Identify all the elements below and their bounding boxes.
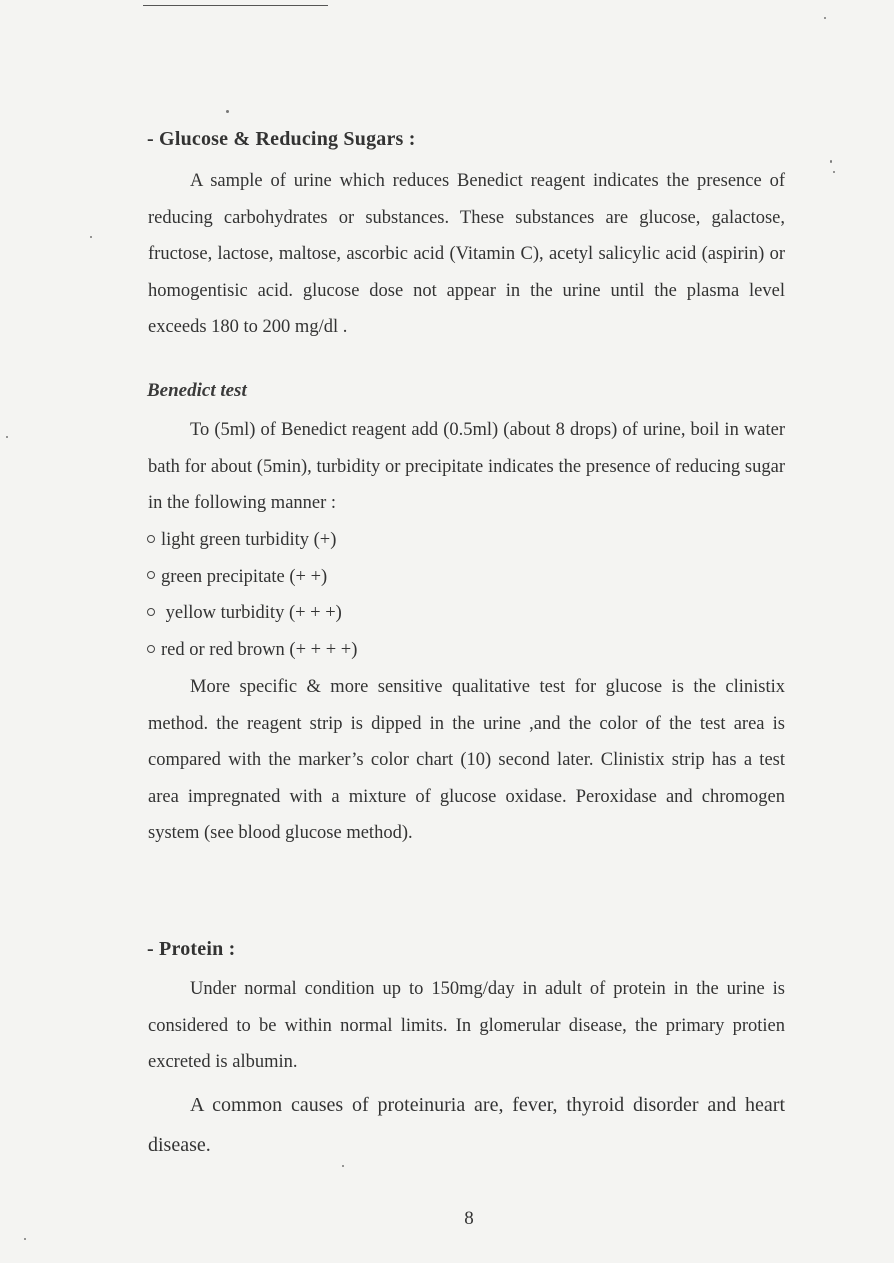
scan-speck	[342, 1165, 344, 1167]
glucose-intro-paragraph: A sample of urine which reduces Benedict reagent indicates the presence of reducing carbohydrates or substances. These substances are glucose, galactose, fructose, lactose, maltose, ascorbic acid (Vitamin C), acetyl salicylic acid (aspirin) or homogentisic acid. glucose dose not appear in the urine until the plasma level exceeds 180 to 200 mg/dl .	[148, 171, 785, 338]
bullet-icon	[147, 645, 155, 653]
benedict-test-heading: Benedict test	[147, 380, 247, 401]
scan-speck	[824, 17, 826, 19]
header-rule	[143, 5, 328, 6]
glucose-heading: - Glucose & Reducing Sugars :	[147, 128, 416, 150]
protein-normal-paragraph: Under normal condition up to 150mg/day in adult of protein in the urine is considered to be within normal limits. In glomerular disease, the primary protien excreted is albumin.	[148, 979, 785, 1073]
scan-speck	[24, 1238, 26, 1240]
list-item: red or red brown (+ + + +)	[147, 632, 357, 669]
list-item: yellow turbidity (+ + +)	[147, 595, 357, 632]
scan-speck	[833, 171, 835, 173]
scan-speck	[90, 236, 92, 238]
page-number: 8	[464, 1208, 474, 1229]
bullet-icon	[147, 608, 155, 616]
bullet-icon	[147, 571, 155, 579]
scan-speck	[6, 436, 8, 438]
scan-speck	[226, 110, 229, 113]
list-item: light green turbidity (+)	[147, 522, 357, 559]
proteinuria-causes-paragraph: A common causes of proteinuria are, fever, thyroid disorder and heart disease.	[148, 1094, 785, 1156]
protein-heading: - Protein :	[147, 938, 236, 960]
benedict-procedure-paragraph: To (5ml) of Benedict reagent add (0.5ml) (about 8 drops) of urine, boil in water bath for about (5min), turbidity or precipitate indicates the presence of reducing sugar in the following manner :	[148, 420, 785, 514]
clinistix-paragraph: More specific & more sensitive qualitative test for glucose is the clinistix method. the reagent strip is dipped in the urine ,and the color of the test area is compared with the marker’s color chart (10) second later. Clinistix strip has a test area impregnated with a mixture of glucose oxidase. Peroxidase and chromogen system (see blood glucose method).	[148, 677, 785, 844]
list-item: green precipitate (+ +)	[147, 559, 357, 596]
scan-speck	[830, 160, 832, 163]
benedict-results-list	[147, 522, 357, 668]
bullet-icon	[147, 535, 155, 543]
